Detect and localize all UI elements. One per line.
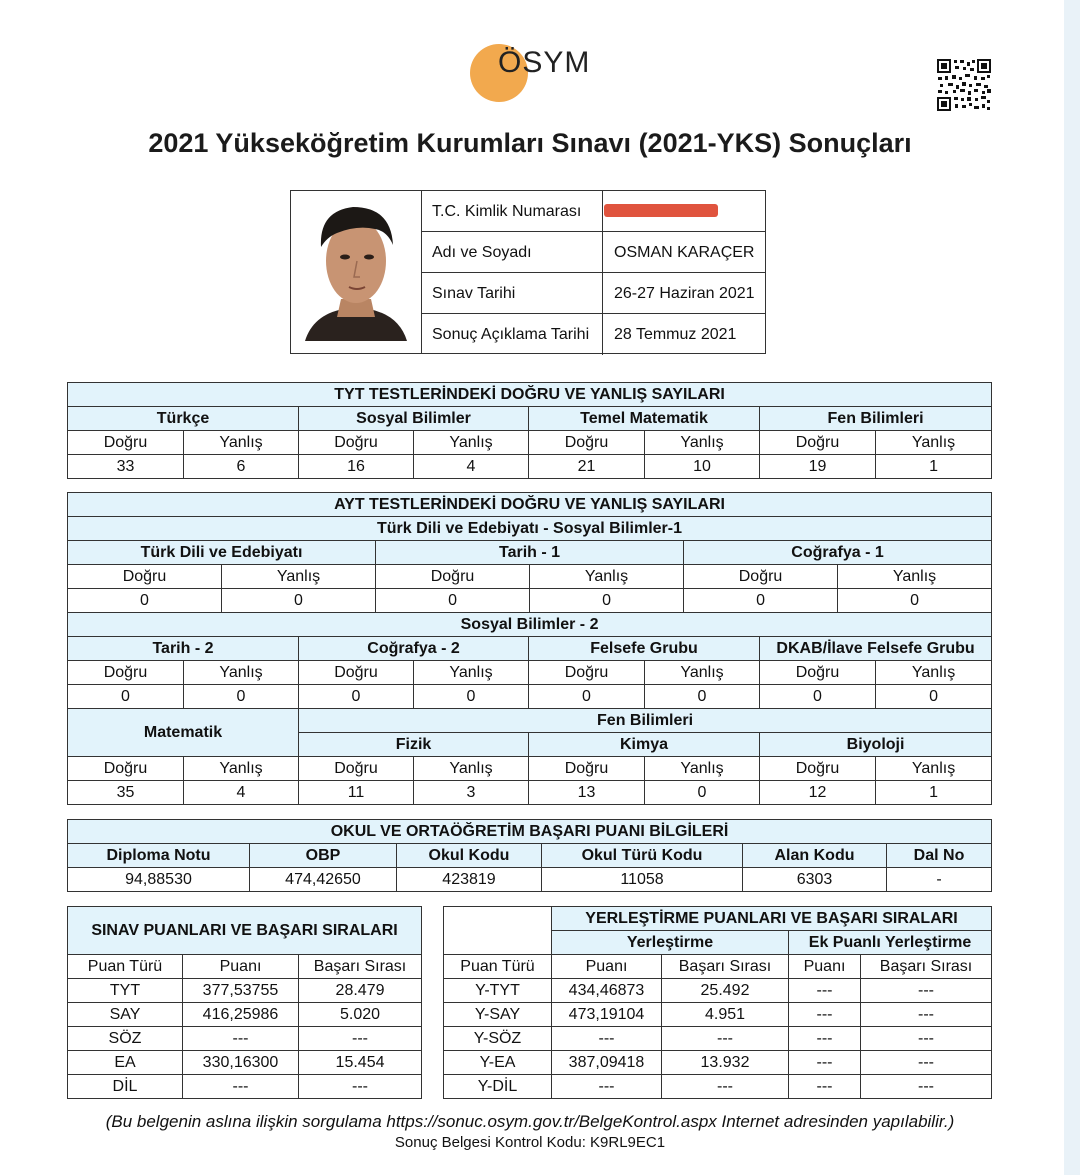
puan: 377,53755 <box>183 979 299 1003</box>
yanlis-value: 0 <box>838 589 992 613</box>
subject-header: Temel Matematik <box>529 407 760 431</box>
ek-puan: --- <box>789 1051 861 1075</box>
basari-sirasi: 15.454 <box>299 1051 422 1075</box>
column-header: Puanı <box>789 955 861 979</box>
dogru-label: Doğru <box>760 431 876 455</box>
ek-basari-sirasi: --- <box>861 1027 992 1051</box>
section-title: TYT TESTLERİNDEKİ DOĞRU VE YANLIŞ SAYILARI <box>68 383 992 407</box>
puan-turu: Y-SÖZ <box>444 1027 552 1051</box>
okul-value: 11058 <box>542 868 743 892</box>
basari-sirasi: 4.951 <box>662 1003 789 1027</box>
ek-puan: --- <box>789 1075 861 1099</box>
dogru-value: 0 <box>68 685 184 709</box>
yanlis-value: 0 <box>645 781 760 805</box>
okul-header: Dal No <box>887 844 992 868</box>
group-title: Yerleştirme <box>552 931 789 955</box>
okul-value: 474,42650 <box>250 868 397 892</box>
id-value: OSMAN KARAÇER <box>614 244 755 261</box>
column-header: Başarı Sırası <box>861 955 992 979</box>
puan: 434,46873 <box>552 979 662 1003</box>
yanlis-value: 1 <box>876 781 992 805</box>
subject-header: Coğrafya - 2 <box>299 637 529 661</box>
ek-basari-sirasi: --- <box>861 1003 992 1027</box>
dogru-label: Doğru <box>529 661 645 685</box>
subject-header: Biyoloji <box>760 733 992 757</box>
table-row <box>68 1051 422 1075</box>
okul-value: 423819 <box>397 868 542 892</box>
yanlis-value: 10 <box>645 455 760 479</box>
puan-turu: Y-SAY <box>444 1003 552 1027</box>
section-title: OKUL VE ORTAÖĞRETİM BAŞARI PUANI BİLGİLERİ <box>68 820 992 844</box>
ek-basari-sirasi: --- <box>861 1075 992 1099</box>
yanlis-value: 0 <box>645 685 760 709</box>
dogru-label: Doğru <box>68 757 184 781</box>
id-label: T.C. Kimlik Numarası <box>421 191 603 231</box>
section-title: AYT TESTLERİNDEKİ DOĞRU VE YANLIŞ SAYILARI <box>68 493 992 517</box>
column-header: Puan Türü <box>68 955 183 979</box>
column-header: Puan Türü <box>444 955 552 979</box>
dogru-value: 0 <box>68 589 222 613</box>
table-row <box>444 1003 992 1027</box>
id-label: Sınav Tarihi <box>421 273 603 313</box>
verification-note: (Bu belgenin aslına ilişkin sorgulama https://sonuc.osym.gov.tr/BelgeKontrol.aspx Internet adresinden yapılabilir.) <box>105 1112 955 1131</box>
subject-header: DKAB/İlave Felsefe Grubu <box>760 637 992 661</box>
dogru-label: Doğru <box>684 565 838 589</box>
puan-turu: Y-DİL <box>444 1075 552 1099</box>
group-title: Sosyal Bilimler - 2 <box>68 613 992 637</box>
yanlis-value: 0 <box>876 685 992 709</box>
dogru-value: 13 <box>529 781 645 805</box>
yanlis-label: Yanlış <box>184 661 299 685</box>
osym-logo <box>470 44 600 106</box>
puan: 330,16300 <box>183 1051 299 1075</box>
section-title: SINAV PUANLARI VE BAŞARI SIRALARI <box>68 907 422 955</box>
redaction-mark <box>604 204 718 217</box>
puan-turu: DİL <box>68 1075 183 1099</box>
dogru-value: 12 <box>760 781 876 805</box>
dogru-value: 35 <box>68 781 184 805</box>
group-title: Türk Dili ve Edebiyatı - Sosyal Bilimler-1 <box>68 517 992 541</box>
ek-puan: --- <box>789 979 861 1003</box>
yanlis-label: Yanlış <box>876 431 992 455</box>
dogru-label: Doğru <box>299 757 414 781</box>
yanlis-label: Yanlış <box>876 757 992 781</box>
subject-header-matematik: Matematik <box>68 709 299 757</box>
column-header: Başarı Sırası <box>662 955 789 979</box>
dogru-label: Doğru <box>68 431 184 455</box>
puan-turu: Y-EA <box>444 1051 552 1075</box>
okul-header: Okul Türü Kodu <box>542 844 743 868</box>
section-title: YERLEŞTİRME PUANLARI VE BAŞARI SIRALARI <box>552 907 992 931</box>
okul-value: - <box>887 868 992 892</box>
dogru-value: 11 <box>299 781 414 805</box>
id-row-result-date <box>421 314 765 355</box>
id-value: 26-27 Haziran 2021 <box>614 285 755 302</box>
dogru-label: Doğru <box>299 661 414 685</box>
okul-table <box>67 819 992 892</box>
dogru-label: Doğru <box>760 661 876 685</box>
yanlis-label: Yanlış <box>414 661 529 685</box>
subject-header: Tarih - 2 <box>68 637 299 661</box>
dogru-label: Doğru <box>68 565 222 589</box>
student-photo <box>291 191 422 353</box>
yanlis-value: 3 <box>414 781 529 805</box>
subject-header: Felsefe Grubu <box>529 637 760 661</box>
subject-header: Türkçe <box>68 407 299 431</box>
dogru-value: 0 <box>376 589 530 613</box>
okul-header: OBP <box>250 844 397 868</box>
yanlis-label: Yanlış <box>184 431 299 455</box>
okul-value: 6303 <box>743 868 887 892</box>
id-value: 28 Temmuz 2021 <box>614 326 737 343</box>
yanlis-value: 0 <box>184 685 299 709</box>
dogru-value: 0 <box>684 589 838 613</box>
logo-text: ÖSYM <box>498 46 591 79</box>
dogru-value: 0 <box>529 685 645 709</box>
subject-header: Kimya <box>529 733 760 757</box>
puan-turu: TYT <box>68 979 183 1003</box>
puan: 416,25986 <box>183 1003 299 1027</box>
ek-puan: --- <box>789 1003 861 1027</box>
dogru-value: 19 <box>760 455 876 479</box>
ayt-group1-table <box>67 540 992 613</box>
yanlis-label: Yanlış <box>414 757 529 781</box>
puan: --- <box>552 1027 662 1051</box>
ek-puan: --- <box>789 1027 861 1051</box>
table-row <box>68 1003 422 1027</box>
puan: --- <box>552 1075 662 1099</box>
yerlestirme-table <box>443 906 992 1099</box>
yanlis-label: Yanlış <box>222 565 376 589</box>
puan: --- <box>183 1075 299 1099</box>
yanlis-label: Yanlış <box>184 757 299 781</box>
dogru-label: Doğru <box>376 565 530 589</box>
basari-sirasi: 25.492 <box>662 979 789 1003</box>
puan: 473,19104 <box>552 1003 662 1027</box>
ayt-table <box>67 492 992 541</box>
puan: 387,09418 <box>552 1051 662 1075</box>
okul-header: Diploma Notu <box>68 844 250 868</box>
yanlis-value: 4 <box>414 455 529 479</box>
table-row <box>68 979 422 1003</box>
column-header: Puanı <box>183 955 299 979</box>
id-row-exam-date <box>421 273 765 314</box>
tyt-table <box>67 382 992 479</box>
dogru-value: 0 <box>299 685 414 709</box>
dogru-value: 33 <box>68 455 184 479</box>
right-edge-bar <box>1064 0 1080 1175</box>
subject-header: Fizik <box>299 733 529 757</box>
dogru-label: Doğru <box>529 757 645 781</box>
subject-header: Fen Bilimleri <box>760 407 992 431</box>
yanlis-value: 4 <box>184 781 299 805</box>
yanlis-value: 0 <box>222 589 376 613</box>
ek-basari-sirasi: --- <box>861 1051 992 1075</box>
yanlis-label: Yanlış <box>876 661 992 685</box>
dogru-label: Doğru <box>760 757 876 781</box>
dogru-value: 16 <box>299 455 414 479</box>
subject-header: Türk Dili ve Edebiyatı <box>68 541 376 565</box>
subject-header: Tarih - 1 <box>376 541 684 565</box>
table-row <box>444 1027 992 1051</box>
subject-header: Coğrafya - 1 <box>684 541 992 565</box>
control-code: Sonuç Belgesi Kontrol Kodu: K9RL9EC1 <box>394 1134 666 1151</box>
yanlis-label: Yanlış <box>414 431 529 455</box>
yanlis-label: Yanlış <box>645 757 760 781</box>
yanlis-label: Yanlış <box>838 565 992 589</box>
puan-turu: SAY <box>68 1003 183 1027</box>
qr-code-icon <box>936 58 992 112</box>
yanlis-value: 0 <box>530 589 684 613</box>
okul-header: Okul Kodu <box>397 844 542 868</box>
id-label: Adı ve Soyadı <box>421 232 603 272</box>
yanlis-value: 6 <box>184 455 299 479</box>
column-header: Puanı <box>552 955 662 979</box>
empty-corner <box>444 907 552 955</box>
basari-sirasi: --- <box>299 1075 422 1099</box>
ayt-group2-table <box>67 612 992 805</box>
table-row <box>68 1075 422 1099</box>
yanlis-value: 0 <box>414 685 529 709</box>
subject-header: Sosyal Bilimler <box>299 407 529 431</box>
basari-sirasi: --- <box>662 1075 789 1099</box>
id-label: Sonuç Açıklama Tarihi <box>421 314 603 355</box>
dogru-label: Doğru <box>529 431 645 455</box>
sinav-puanlari-table <box>67 906 422 1099</box>
dogru-label: Doğru <box>68 661 184 685</box>
dogru-label: Doğru <box>299 431 414 455</box>
dogru-value: 21 <box>529 455 645 479</box>
puan-turu: Y-TYT <box>444 979 552 1003</box>
okul-value: 94,88530 <box>68 868 250 892</box>
basari-sirasi: --- <box>299 1027 422 1051</box>
basari-sirasi: 13.932 <box>662 1051 789 1075</box>
group-title: Ek Puanlı Yerleştirme <box>789 931 992 955</box>
puan-turu: SÖZ <box>68 1027 183 1051</box>
page-title: 2021 Yükseköğretim Kurumları Sınavı (2021-YKS) Sonuçları <box>148 128 912 158</box>
table-row <box>444 1075 992 1099</box>
table-row <box>444 1051 992 1075</box>
id-row-name <box>421 232 765 273</box>
basari-sirasi: 28.479 <box>299 979 422 1003</box>
puan-turu: EA <box>68 1051 183 1075</box>
puan: --- <box>183 1027 299 1051</box>
yanlis-value: 1 <box>876 455 992 479</box>
ek-basari-sirasi: --- <box>861 979 992 1003</box>
basari-sirasi: --- <box>662 1027 789 1051</box>
dogru-value: 0 <box>760 685 876 709</box>
column-header: Başarı Sırası <box>299 955 422 979</box>
yanlis-label: Yanlış <box>645 661 760 685</box>
group-title: Fen Bilimleri <box>299 709 992 733</box>
yanlis-label: Yanlış <box>645 431 760 455</box>
basari-sirasi: 5.020 <box>299 1003 422 1027</box>
table-row <box>68 1027 422 1051</box>
okul-header: Alan Kodu <box>743 844 887 868</box>
table-row <box>444 979 992 1003</box>
yanlis-label: Yanlış <box>530 565 684 589</box>
